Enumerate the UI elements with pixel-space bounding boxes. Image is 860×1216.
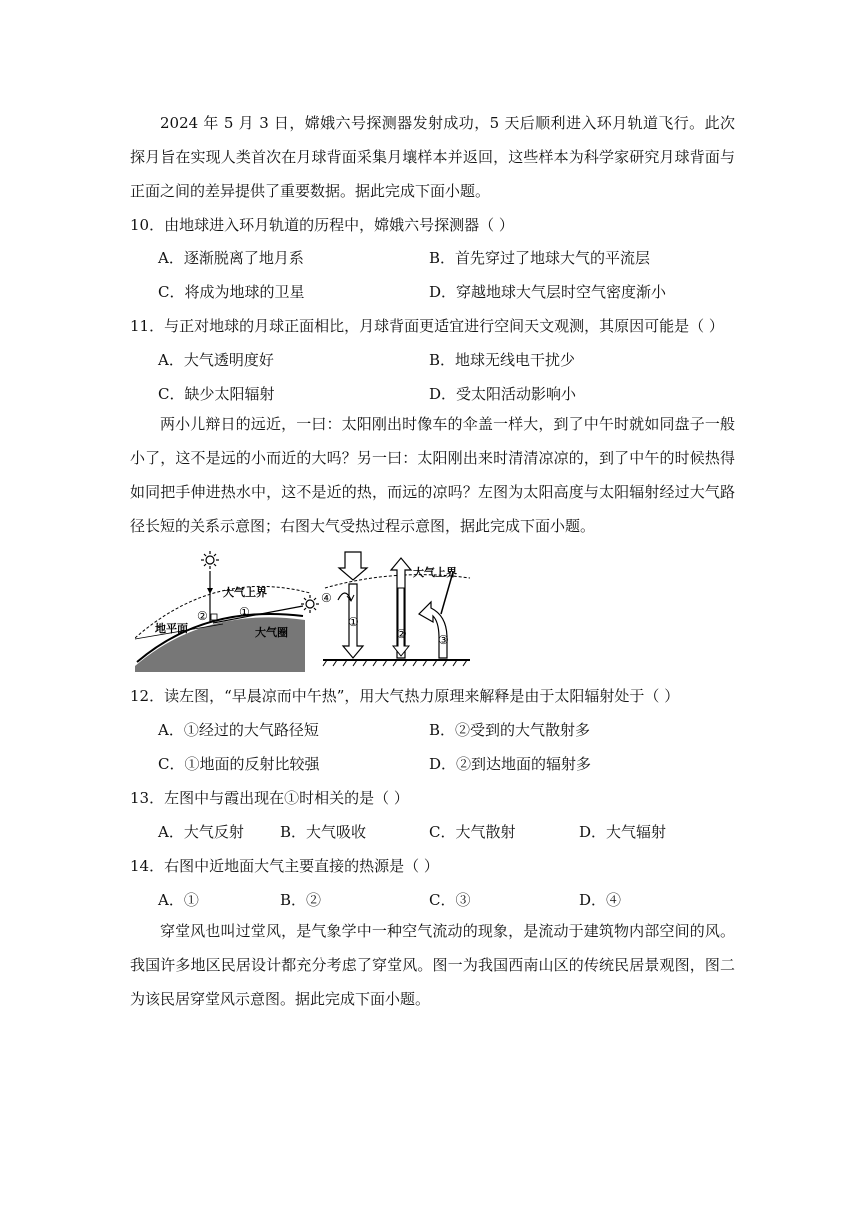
label-atmosphere: 大气圈 [255,626,288,639]
label-path-2: ② [197,609,208,623]
q14-option-c: C．③ [429,891,471,909]
q12-option-a: A．①经过的大气路径短 [158,721,319,739]
question-13: 13．左图中与霞出现在①时相关的是（ ） [130,789,409,807]
question-14: 14．右图中近地面大气主要直接的热源是（ ） [130,857,439,875]
q10-option-d: D．穿越地球大气层时空气密度渐小 [429,283,667,301]
label-arrow-1: ① [348,615,359,629]
q10-option-b: B．首先穿过了地球大气的平流层 [429,249,651,267]
q12-option-d: D．②到达地面的辐射多 [429,755,592,773]
q14-option-d: D．④ [579,891,622,909]
right-diagram-heating-process [321,552,470,666]
label-arrow-3: ③ [438,633,449,647]
q11-option-b: B．地球无线电干扰少 [429,351,576,369]
left-diagram-solar-path [135,551,319,672]
q13-option-c: C．大气散射 [429,823,516,841]
label-upper-boundary-right: 大气上界 [413,566,457,579]
label-arrow-2: ② [396,627,407,641]
q12-option-b: B．②受到的大气散射多 [429,721,591,739]
label-horizon: 地平面 [155,622,188,635]
q12-option-c: C．①地面的反射比较强 [158,755,320,773]
right-angle-mark [211,614,217,620]
question-12: 12．读左图，“早晨凉而中午热”，用大气热力原理来解释是由于太阳辐射处于（ ） [130,687,680,705]
q13-option-d: D．大气辐射 [579,823,667,841]
arrow-2-down-shape [393,588,409,656]
figure-sun-atmosphere [135,548,475,676]
sun-icon-low [301,595,319,613]
q11-option-a: A．大气透明度好 [158,351,274,369]
passage-through-wind: 穿堂风也叫过堂风，是气象学中一种空气流动的现象，是流动于建筑物内部空间的风。我国许多地区民居设计都充分考虑了穿堂风。图一为我国西南山区的传统民居景观图，图二为该民居穿堂风示意图。据此完成下面小题。 [130,922,735,1008]
q10-option-c: C．将成为地球的卫星 [158,283,305,301]
passage-two-children: 两小儿辩日的远近，一曰：太阳刚出时像车的伞盖一样大，到了中午时就如同盘子一般小了，这不是远的小而近的大吗？另一曰：太阳刚出来时清清凉凉的，到了中午的时候热得如同把手伸进热水中，这不是近的热，而远的凉吗？左图为太阳高度与太阳辐射经过大气路径长短的关系示意图；右图大气受热过程示意图，据此完成下面小题。 [130,415,735,535]
passage-chang-e6: 2024 年 5 月 3 日，嫦娥六号探测器发射成功，5 天后顺利进入环月轨道飞行。此次探月旨在实现人类首次在月球背面采集月壤样本并返回，这些样本为科学家研究月球背面与正面之间的差异提供了重要数据。据此完成下面小题。 [130,114,735,200]
q13-option-a: A．大气反射 [158,823,244,841]
question-11: 11．与正对地球的月球正面相比，月球背面更适宜进行空间天文观测，其原因可能是（ ） [130,317,724,335]
label-path-1: ① [239,605,250,619]
q11-option-d: D．受太阳活动影响小 [429,385,577,403]
question-10: 10．由地球进入环月轨道的历程中，嫦娥六号探测器（ ） [130,216,514,234]
label-arrow-4: ④ [321,591,332,605]
arrow-down-icon [207,588,213,594]
sun-icon-top [201,551,219,569]
q14-option-a: A．① [158,891,199,909]
q13-option-b: B．大气吸收 [280,823,367,841]
label-upper-boundary-left: 大气上界 [223,586,267,599]
q11-option-c: C．缺少太阳辐射 [158,385,275,403]
solar-input-arrow [339,552,367,580]
q10-option-a: A．逐渐脱离了地月系 [158,249,304,267]
q14-option-b: B．② [280,891,322,909]
